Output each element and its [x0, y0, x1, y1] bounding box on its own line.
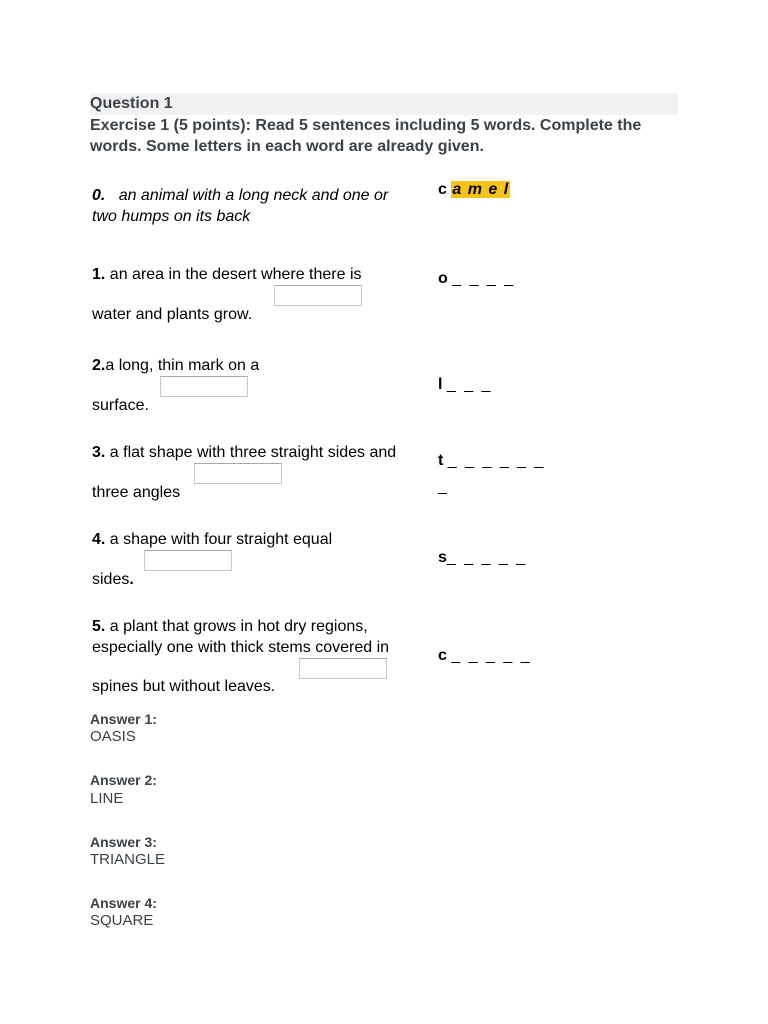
exercise-instructions: Exercise 1 (5 points): Read 5 sentences including 5 words. Complete the words. Some letters in each word are already given.: [90, 117, 642, 155]
hint-first-letter: c: [438, 181, 447, 198]
clue-5-line1b: especially one with thick stems covered in: [92, 639, 390, 656]
clue-text-line2: two humps on its back: [92, 208, 251, 225]
clue-1: [92, 264, 362, 285]
hint-first-letter: c: [438, 647, 447, 664]
answer-2-value: LINE: [90, 790, 124, 807]
hint-5: [438, 647, 532, 665]
answer-3-label: Answer 3:: [90, 834, 157, 850]
clue-0: [92, 185, 432, 227]
clue-text: an area in the desert where there is: [109, 266, 362, 283]
clue-5: [92, 616, 368, 637]
hint-3: [438, 452, 545, 470]
question-header-bar: [90, 93, 678, 115]
clue-4-line2: [92, 569, 134, 590]
clue-4: [92, 529, 332, 550]
question-title: Question 1: [90, 95, 173, 112]
hint-first-letter: s: [438, 549, 447, 566]
answer-1-input[interactable]: [274, 285, 362, 306]
hint-3-extra: _: [438, 478, 447, 495]
clue-text: a long, thin mark on a: [105, 357, 260, 374]
clue-text-line2: sides: [92, 571, 130, 588]
clue-number: 5.: [92, 618, 106, 635]
answer-4-input[interactable]: [144, 550, 232, 571]
hint-blanks: _ _ _ _ _: [446, 549, 528, 566]
hint-blanks: _ _ _ _ _ _: [447, 452, 546, 469]
clue-1-line2: water and plants grow.: [92, 306, 253, 323]
hint-blanks: _ _ _ _: [452, 270, 516, 287]
clue-number: 3.: [92, 444, 106, 461]
answer-2-input[interactable]: [160, 376, 248, 397]
clue-5-line2: spines but without leaves.: [92, 678, 276, 695]
hint-0: [438, 181, 510, 199]
hint-4: [438, 549, 527, 567]
clue-3: [92, 442, 396, 463]
clue-2: [92, 355, 259, 376]
clue-text: a shape with four straight equal: [109, 531, 333, 548]
clue-text: an animal with a long neck and one or: [118, 187, 389, 204]
hint-2: [438, 376, 493, 394]
answer-4-label: Answer 4:: [90, 895, 157, 911]
hint-1: [438, 270, 515, 288]
clue-text-tail: .: [129, 571, 134, 588]
clue-number: 1.: [92, 266, 106, 283]
clue-number: 2.: [92, 357, 106, 374]
hint-first-letter: t: [438, 452, 444, 469]
answer-4-value: SQUARE: [90, 912, 154, 929]
answer-5-input[interactable]: [299, 658, 387, 679]
clue-2-line2: surface.: [92, 397, 149, 414]
clue-text: a plant that grows in hot dry regions,: [109, 618, 368, 635]
answer-1-label: Answer 1:: [90, 711, 157, 727]
hint-blanks: _ _ _ _ _: [451, 647, 532, 664]
hint-first-letter: l: [438, 376, 443, 393]
answer-3-value: TRIANGLE: [90, 851, 166, 868]
answer-2-label: Answer 2:: [90, 772, 157, 788]
hint-blanks: _ _ _: [446, 376, 493, 393]
answer-3-input[interactable]: [194, 463, 282, 484]
answer-1-value: OASIS: [90, 728, 136, 745]
hint-first-letter: o: [438, 270, 448, 287]
clue-number: 0.: [92, 187, 106, 204]
clue-number: 4.: [92, 531, 106, 548]
hint-example-answer: a m e l: [452, 181, 510, 198]
clue-3-line2: three angles: [92, 484, 181, 501]
clue-text: a flat shape with three straight sides and: [109, 444, 397, 461]
